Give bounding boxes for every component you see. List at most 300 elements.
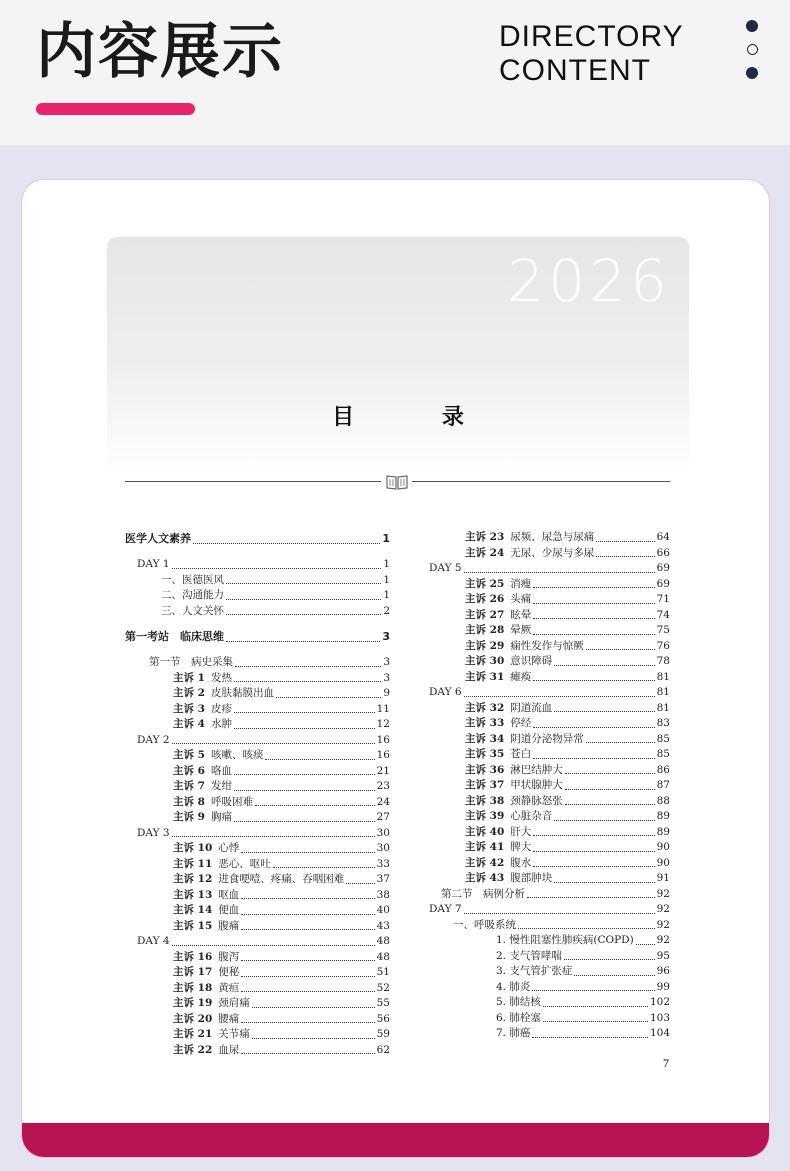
dot-leader [234,681,381,682]
toc-entry-label: 胸痛 [210,811,232,823]
dot-leader [586,742,655,743]
english-title [499,20,684,88]
toc-entry-number: 主诉 14 [173,904,213,916]
toc-entry [417,825,670,841]
toc-entry-number: 主诉 12 [173,873,213,885]
toc-entry-label: 咯血 [210,764,232,777]
toc-entry-label: 三、人文关怀 [161,604,224,617]
toc-entry-number: 主诉 11 [173,857,213,870]
toc-entry-page: 64 [656,531,670,543]
toc-entry-page: 81 [656,670,670,683]
toc-entry-number: 主诉 28 [465,624,505,636]
dot-leader [574,975,654,976]
dot-leader [235,666,381,667]
toc-entry [125,733,390,749]
dot-leader [543,1021,648,1022]
toc-entry-label: 2. 支气管哮喘 [496,949,562,962]
toc-entry-number: 主诉 29 [465,639,505,652]
toc-entry-page: 83 [656,717,670,729]
toc-entry-number: 主诉 9 [173,811,205,823]
toc-entry-label: 停经 [510,717,532,729]
dot-leader [234,728,375,729]
toc-entry-number: 主诉 24 [465,546,505,559]
toc-entry-label: DAY 7 [429,903,462,915]
dot-leader [554,882,654,883]
toc-entry-number: 主诉 6 [173,764,205,777]
dot-leader [193,543,380,544]
toc-entry-label: 尿频、尿急与尿痛 [510,531,595,543]
toc-entry [417,1026,670,1042]
toc-entry [417,871,670,887]
toc-entry [417,840,670,856]
dot-leader [265,759,374,760]
toc-entry-number: 主诉 36 [465,763,505,776]
toc-entry-number: 主诉 5 [173,749,205,761]
toc-entry-label: 发热 [210,671,232,684]
toc-entry-page: 69 [656,577,670,590]
toc-entry [417,608,670,624]
dot-leader [241,1022,374,1023]
toc-entry-page: 81 [656,701,670,714]
toc-entry [125,655,390,671]
toc-entry-number: 主诉 30 [465,655,505,667]
toc-entry [125,965,390,981]
toc-entry [417,747,670,763]
dot-leader [241,914,374,915]
toc-entry-label: 阴道分泌物异常 [510,732,584,745]
toc-entry-label: 3. 支气管扩张症 [496,965,573,977]
toc-entry-number: 主诉 3 [173,702,205,715]
toc-entry-page: 3 [383,656,390,668]
dot-leader [234,712,375,713]
dot-leader [234,790,375,791]
toc-entry [417,561,670,577]
toc-entry [417,887,670,903]
dot-leader [234,821,375,822]
toc-entry [125,1012,390,1028]
toc-entry [125,530,390,548]
dot-leader [533,680,654,681]
toc-entry-label: 腰痛 [218,1012,240,1025]
toc-entry-label: 4. 肺炎 [496,980,531,993]
dot-leader [586,649,655,650]
toc-entry-label: 头痛 [510,593,532,605]
toc-entry-page: 11 [376,702,390,715]
toc-entry [125,903,390,919]
title-underline [36,103,195,115]
toc-entry-number: 主诉 26 [465,593,505,605]
toc-entry-page: 48 [376,935,390,947]
toc-entry-label: 黄疸 [218,981,240,994]
dot-leader [543,1006,648,1007]
toc-entry-number: 主诉 27 [465,608,505,621]
dot-leader [252,1007,375,1008]
toc-entry-page: 88 [656,794,670,807]
dot-icon [746,67,758,79]
toc-entry-page: 103 [649,1011,670,1024]
toc-entry-page: 1 [383,589,390,601]
page-number: 7 [663,1056,669,1070]
dot-leader [346,883,374,884]
toc-entry [125,764,390,780]
dot-leader [533,603,654,604]
toc-entry-label: DAY 2 [137,733,170,746]
toc-entry-page: 86 [656,763,670,776]
toc-entry [125,779,390,795]
toc-entry-number: 主诉 22 [173,1043,213,1056]
toc-entry [417,1011,670,1027]
toc-entry [417,716,670,732]
toc-entry [417,933,670,949]
toc-entry-page: 95 [656,949,670,962]
divider-left [125,481,381,482]
toc-entry-label: 血尿 [218,1043,240,1056]
toc-entry-page: 1 [382,532,390,545]
toc-entry [125,857,390,873]
toc-entry-number: 主诉 39 [465,810,505,822]
toc-entry-label: 意识障碍 [510,655,553,667]
toc-entry-page: 99 [656,980,670,993]
toc-entry [417,732,670,748]
page-header-block [107,237,689,475]
toc-entry-page: 104 [649,1027,670,1039]
toc-entry-page: 51 [376,966,390,978]
toc-entry-label: 无尿、少尿与多尿 [510,546,595,559]
toc-entry-label: 关节痛 [218,1028,250,1040]
toc-entry-page: 69 [656,562,670,574]
toc-entry-label: 甲状腺肿大 [510,779,563,791]
dot-leader [596,541,654,542]
toc-entry-page: 75 [656,624,670,636]
toc-entry [417,654,670,670]
toc-entry-number: 主诉 8 [173,795,205,808]
toc-entry [125,1043,390,1059]
dot-leader [554,711,654,712]
toc-entry-label: 医学人文素养 [125,532,191,545]
toc-entry [417,701,670,717]
toc-entry-label: 脾大 [510,841,532,853]
toc-entry-page: 16 [376,749,390,761]
toc-entry-page: 87 [656,779,670,791]
toc-entry-page: 78 [656,655,670,667]
dot-leader [565,804,655,805]
toc-entry-label: DAY 6 [429,686,462,698]
toc-entry [125,573,390,589]
toc-entry-label: 进食哽噎、疼痛、吞咽困难 [218,873,345,885]
toc-entry-label: 眩晕 [510,608,532,621]
toc-entry-label: 第一节 病史采集 [149,656,233,668]
dot-leader [564,959,655,960]
toc-entry-number: 主诉 13 [173,888,213,901]
toc-entry-label: 颈肩痛 [218,997,250,1009]
toc-entry-number: 主诉 37 [465,779,505,791]
toc-entry-page: 38 [376,888,390,901]
toc-entry-page: 85 [656,732,670,745]
toc-entry-label: 1. 慢性阻塞性肺疾病(COPD) [496,934,634,946]
toc-entry-number: 主诉 33 [465,717,505,729]
toc-entry-label: 颈静脉怒张 [510,794,563,807]
toc-entry-number: 主诉 1 [173,671,205,684]
dot-leader [518,928,655,929]
toc-entry [125,981,390,997]
toc-entry [417,980,670,996]
toc-entry-label: 恶心、呕吐 [218,857,271,870]
toc-entry-page: 66 [656,546,670,559]
toc-entry-number: 主诉 23 [465,531,505,543]
dot-leader [464,696,655,697]
toc-entry-number: 主诉 18 [173,981,213,994]
toc-entry-label: 一、呼吸系统 [453,918,516,931]
toc-entry-page: 30 [376,842,390,854]
toc-entry [417,794,670,810]
toc-entry [125,934,390,950]
dot-leader [252,1038,375,1039]
toc-entry-number: 主诉 21 [173,1028,213,1040]
dot-leader [241,991,374,992]
toc-entry-number: 主诉 15 [173,919,213,932]
toc-entry-page: 81 [656,686,670,698]
toc-entry-number: 主诉 20 [173,1012,213,1025]
toc-entry-number: 主诉 17 [173,966,213,978]
toc-entry-label: DAY 1 [137,558,170,570]
toc-entry-label: 腹水 [510,856,532,869]
header-banner [0,0,790,145]
toc-entry-page: 74 [656,608,670,621]
dot-leader [172,945,375,946]
toc-entry [125,888,390,904]
toc-entry-label: 一、医德医风 [161,573,224,586]
toc-entry [417,670,670,686]
dot-leader [533,866,654,867]
toc-entry [417,918,670,934]
toc-entry-page: 43 [376,919,390,932]
toc-entry-page: 1 [383,573,390,586]
toc-entry [417,546,670,562]
dot-leader [464,913,655,914]
dot-leader [596,556,654,557]
toc-entry [417,592,670,608]
toc-entry-number: 主诉 31 [465,670,505,683]
toc-entry-label: 皮疹 [210,702,232,715]
dot-hollow-icon [747,44,758,55]
toc-entry-page: 23 [376,780,390,792]
toc-entry-page: 56 [376,1012,390,1025]
toc-entry-label: 咳嗽、咳痰 [210,749,264,761]
toc-entry-page: 89 [656,810,670,822]
book-page-card [22,180,769,1157]
toc-entry-page: 92 [656,903,670,915]
toc-entry [125,872,390,888]
book-icon [385,473,409,490]
dot-leader [241,976,374,977]
toc-entry [417,639,670,655]
toc-entry-page: 27 [376,811,390,823]
toc-entry-page: 92 [656,918,670,931]
toc-entry-label: 第一考站 临床思维 [125,630,224,643]
toc-entry-label: 阴道流血 [510,701,553,714]
toc-entry-page: 24 [376,795,390,808]
toc-entry [125,628,390,646]
toc-entry-label: 第二节 病例分析 [441,887,525,900]
toc-entry-page: 62 [376,1043,390,1056]
toc-entry [125,826,390,842]
toc-entry-page: 96 [656,965,670,977]
dot-leader [565,773,655,774]
divider-right [412,481,670,482]
toc-entry [125,557,390,573]
toc-entry [417,577,670,593]
dot-leader [636,944,655,945]
dot-leader [172,568,382,569]
toc-entry-page: 48 [376,950,390,963]
toc-entry-number: 主诉 42 [465,856,505,869]
toc-entry-page: 2 [383,604,390,617]
dot-leader [554,665,654,666]
toc-entry-label: 痫性发作与惊厥 [510,639,584,652]
toc-entry-page: 21 [376,764,390,777]
dot-leader [241,1053,374,1054]
dot-leader [533,835,654,836]
dot-leader [533,634,654,635]
toc-entry [125,717,390,733]
dot-leader [172,743,375,744]
english-title-line1: DIRECTORY [499,20,684,53]
dot-leader [533,851,654,852]
toc-entry-page: 1 [383,558,390,570]
dot-leader [533,618,654,619]
toc-entry-page: 85 [656,748,670,760]
toc-entry-label: 皮肤黏膜出血 [210,687,274,699]
toc-entry [417,964,670,980]
toc-entry-page: 16 [376,733,390,746]
dot-leader [276,697,381,698]
toc-entry-label: 5. 肺结核 [496,996,541,1008]
page-title: 内容展示 [36,17,284,87]
toc-entry-number: 主诉 4 [173,718,205,730]
toc-entry-label: 苍白 [510,748,532,760]
dot-leader [532,1037,648,1038]
toc-entry [125,1027,390,1043]
dot-leader [464,572,655,573]
toc-entry-label: 淋巴结肿大 [510,763,563,776]
toc-entry-page: 92 [656,887,670,900]
toc-entry-number: 主诉 10 [173,842,213,854]
toc-entry-number: 主诉 25 [465,577,505,590]
dot-leader [226,641,380,642]
toc-entry [125,686,390,702]
toc-entry-label: DAY 5 [429,562,462,574]
dot-leader [234,774,375,775]
toc-entry-page: 37 [376,873,390,885]
english-title-line2: CONTENT [499,54,651,87]
toc-entry [125,588,390,604]
toc-entry-label: 心脏杂音 [510,810,553,822]
toc-entry-page: 92 [656,934,670,946]
toc-entry [417,902,670,918]
toc-entry [417,949,670,965]
toc-entry-page: 89 [656,825,670,838]
toc-entry-label: DAY 4 [137,935,170,947]
toc-entry-number: 主诉 7 [173,780,205,792]
toc-entry-label: 便秘 [218,966,240,978]
toc-entry-number: 主诉 19 [173,997,213,1009]
dot-leader [532,990,654,991]
toc-entry [417,809,670,825]
toc-entry [417,778,670,794]
dot-leader [226,614,381,615]
dot-leader [533,758,654,759]
toc-entry [125,810,390,826]
toc-entry [125,671,390,687]
toc-column-right [417,530,670,1042]
dot-leader [554,820,654,821]
toc-entry-page: 3 [383,671,390,684]
dot-leader [527,897,655,898]
toc-entry-label: 腹泻 [218,950,240,963]
dot-leader [226,583,381,584]
dot-icon [746,20,758,32]
toc-entry-number: 主诉 34 [465,732,505,745]
toc-entry-number: 主诉 40 [465,825,505,838]
toc-entry-number: 主诉 43 [465,872,505,884]
toc-entry [417,530,670,546]
toc-entry-label: 消瘦 [510,577,532,590]
dot-leader [273,867,375,868]
toc-entry [125,841,390,857]
toc-entry-page: 30 [376,826,390,839]
toc-entry [417,763,670,779]
toc-entry-page: 12 [376,718,390,730]
toc-entry-label: DAY 3 [137,826,170,839]
toc-entry [125,702,390,718]
toc-entry-page: 90 [656,841,670,853]
dot-leader [241,898,374,899]
dot-leader [533,727,654,728]
toc-entry-label: 水肿 [210,718,232,730]
toc-entry-page: 102 [649,996,670,1008]
toc-entry-label: 腹部肿块 [510,872,553,884]
toc-entry-label: 便血 [218,904,240,916]
toc-entry-page: 90 [656,856,670,869]
toc-entry-label: 呼吸困难 [210,795,253,808]
toc-entry-label: 瘫痪 [510,670,532,683]
toc-entry [125,604,390,620]
toc-column-left [125,530,390,1058]
toc-entry [125,950,390,966]
toc-entry-label: 发绀 [210,780,232,792]
toc-entry-label: 二、沟通能力 [161,589,224,601]
dot-leader [533,587,654,588]
dot-leader [255,805,375,806]
toc-entry-number: 主诉 41 [465,841,505,853]
toc-entry [417,856,670,872]
toc-entry-label: 呕血 [218,888,240,901]
toc-entry [125,795,390,811]
toc-entry-label: 晕厥 [510,624,532,636]
dot-leader [172,836,375,837]
toc-entry-label: 心悸 [218,842,240,854]
toc-entry [125,748,390,764]
toc-entry-number: 主诉 32 [465,701,505,714]
toc-entry-page: 33 [376,857,390,870]
toc-heading: 目 录 [332,405,504,430]
toc-entry-page: 71 [656,593,670,605]
toc-entry-label: 腹痛 [218,919,240,932]
toc-entry-label: 肝大 [510,825,532,838]
toc-entry-number: 主诉 38 [465,794,505,807]
dot-leader [565,789,655,790]
toc-entry-page: 40 [376,904,390,916]
